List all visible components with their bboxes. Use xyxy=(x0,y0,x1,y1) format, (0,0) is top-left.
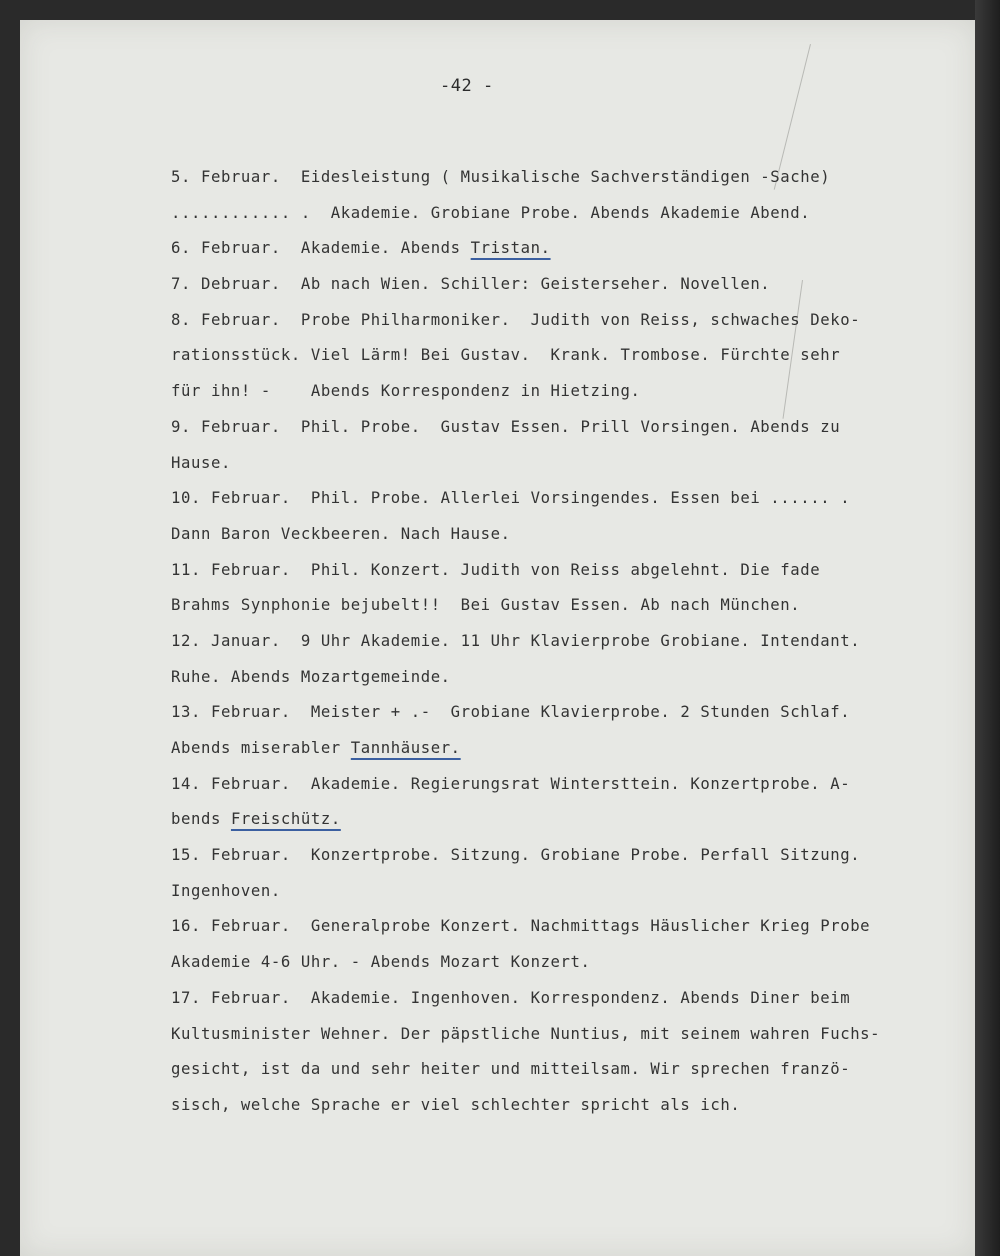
text-line xyxy=(171,588,966,624)
text-line xyxy=(171,303,966,339)
text-line xyxy=(171,267,966,303)
text-line xyxy=(171,1088,966,1124)
page-number: -42 - xyxy=(440,76,494,96)
text-segment: 15. Februar. Konzertprobe. Sitzung. Grobiane Probe. Perfall Sitzung. xyxy=(171,846,861,865)
text-line xyxy=(171,553,966,589)
typewritten-text xyxy=(171,160,966,1124)
text-line xyxy=(171,945,966,981)
text-line xyxy=(171,481,966,517)
text-segment: Kultusminister Wehner. Der päpstliche Nuntius, mit seinem wahren Fuchs- xyxy=(171,1024,881,1043)
text-line xyxy=(171,981,966,1017)
text-segment: ............ . Akademie. Grobiane Probe. Abends Akademie Abend. xyxy=(171,203,811,222)
text-segment: 7. Debruar. Ab nach Wien. Schiller: Geisterseher. Novellen. xyxy=(171,275,771,294)
text-line xyxy=(171,231,966,267)
text-segment: 6. Februar. Akademie. Abends xyxy=(171,239,471,258)
text-segment: 16. Februar. Generalprobe Konzert. Nachmittags Häuslicher Krieg Probe xyxy=(171,917,871,936)
text-line xyxy=(171,517,966,553)
text-line xyxy=(171,909,966,945)
text-line xyxy=(171,624,966,660)
text-segment: Hause. xyxy=(171,453,231,472)
text-line xyxy=(171,374,966,410)
text-line xyxy=(171,838,966,874)
text-line xyxy=(171,1017,966,1053)
text-line xyxy=(171,731,966,767)
text-segment: 9. Februar. Phil. Probe. Gustav Essen. Prill Vorsingen. Abends zu xyxy=(171,417,841,436)
scan-edge xyxy=(975,0,1000,1256)
text-segment: 14. Februar. Akademie. Regierungsrat Wintersttein. Konzertprobe. A- xyxy=(171,774,851,793)
text-segment: Akademie 4-6 Uhr. - Abends Mozart Konzert. xyxy=(171,953,591,972)
text-line xyxy=(171,196,966,232)
text-line xyxy=(171,660,966,696)
text-segment: Ruhe. Abends Mozartgemeinde. xyxy=(171,667,451,686)
text-line xyxy=(171,338,966,374)
underlined-text: Tannhäuser. xyxy=(350,739,461,757)
text-line xyxy=(171,446,966,482)
text-segment: bends xyxy=(171,810,231,829)
text-line xyxy=(171,695,966,731)
text-segment: Ingenhoven. xyxy=(171,881,281,900)
text-segment: Dann Baron Veckbeeren. Nach Hause. xyxy=(171,524,511,543)
text-segment: 10. Februar. Phil. Probe. Allerlei Vorsingendes. Essen bei ...... . xyxy=(171,489,851,508)
underlined-text: Tristan. xyxy=(470,239,551,258)
text-line xyxy=(171,767,966,803)
text-segment: für ihn! - Abends Korrespondenz in Hietzing. xyxy=(171,382,641,401)
text-segment: 8. Februar. Probe Philharmoniker. Judith von Reiss, schwaches Deko- xyxy=(171,310,861,329)
text-segment: Brahms Synphonie bejubelt!! Bei Gustav Essen. Ab nach München. xyxy=(171,596,801,615)
text-line xyxy=(171,802,966,838)
text-segment: 17. Februar. Akademie. Ingenhoven. Korrespondenz. Abends Diner beim xyxy=(171,988,851,1007)
text-line xyxy=(171,410,966,446)
text-segment: sisch, welche Sprache er viel schlechter spricht als ich. xyxy=(171,1095,741,1114)
text-segment: Abends miserabler xyxy=(171,739,351,757)
text-line xyxy=(171,160,966,196)
text-segment: 5. Februar. Eidesleistung ( Musikalische Sachverständigen -Sache) xyxy=(171,168,831,186)
text-segment: gesicht, ist da und sehr heiter und mitteilsam. Wir sprechen franzö- xyxy=(171,1060,851,1079)
text-segment: rationsstück. Viel Lärm! Bei Gustav. Krank. Trombose. Fürchte sehr xyxy=(171,346,841,365)
text-segment: 12. Januar. 9 Uhr Akademie. 11 Uhr Klavierprobe Grobiane. Intendant. xyxy=(171,631,861,650)
text-line xyxy=(171,874,966,910)
text-segment: 11. Februar. Phil. Konzert. Judith von Reiss abgelehnt. Die fade xyxy=(171,560,821,579)
underlined-text: Freischütz. xyxy=(230,810,341,829)
text-segment: 13. Februar. Meister + .- Grobiane Klavierprobe. 2 Stunden Schlaf. xyxy=(171,703,851,722)
text-line xyxy=(171,1052,966,1088)
